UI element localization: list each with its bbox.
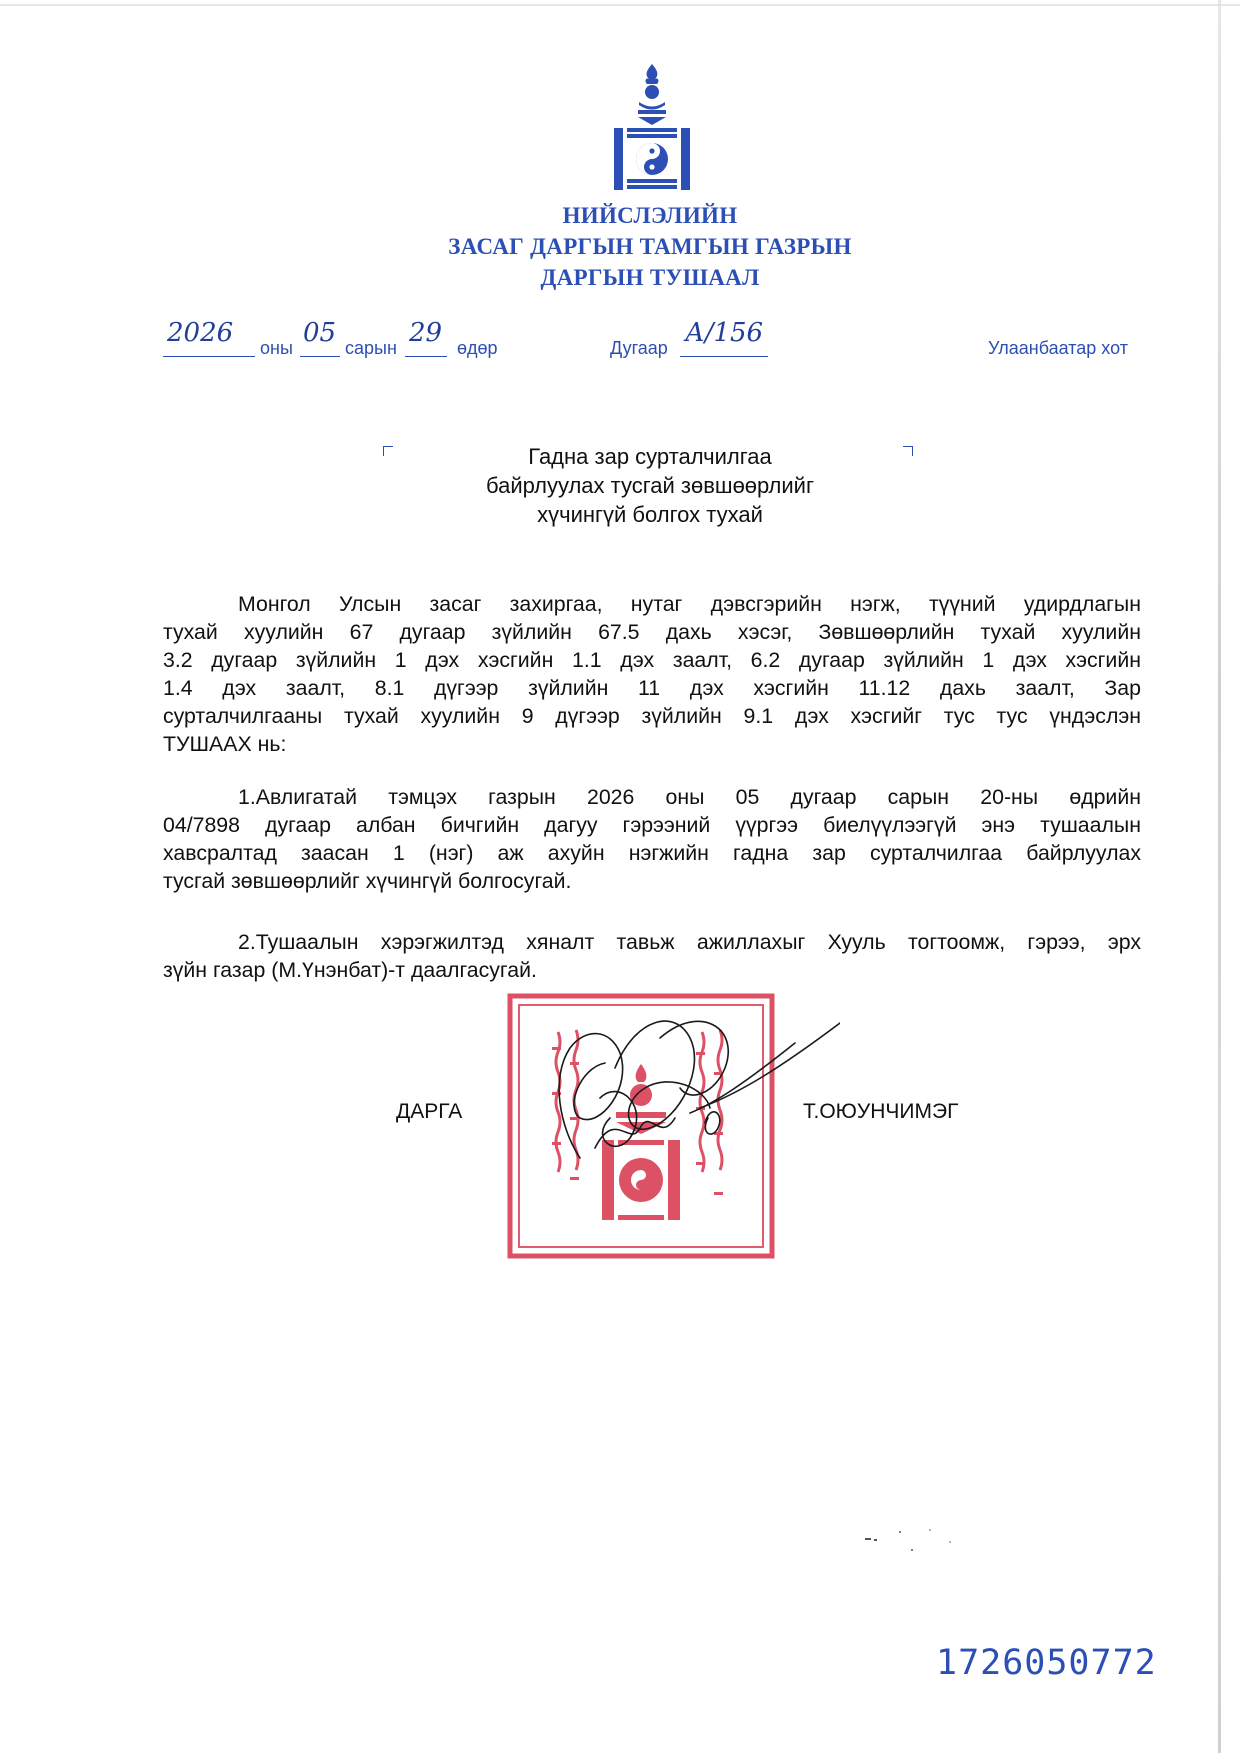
document-subject bbox=[400, 442, 900, 529]
document-meta-row bbox=[0, 318, 1240, 366]
header-line-1: НИЙСЛЭЛИЙН bbox=[562, 203, 738, 228]
day-label: өдөр bbox=[457, 338, 498, 358]
body-paragraph-2 bbox=[163, 783, 1141, 895]
number-underline bbox=[680, 356, 768, 357]
body-line: 04/7898 дугаар албан бичгийн дагуу гэрээний үүргээ биелүүлээгүй энэ тушаалын bbox=[163, 813, 1141, 838]
body-line: сурталчилгааны тухай хуулийн 9 дүгээр зүйлийн 9.1 дэх хэсгийг тус тус үндэслэн bbox=[163, 704, 1141, 729]
subject-line-1: Гадна зар сурталчилгаа bbox=[528, 444, 772, 469]
signatory-position: ДАРГА bbox=[396, 1100, 463, 1123]
body-line: 1.4 дэх заалт, 8.1 дүгээр зүйлийн 11 дэх хэсгийн 11.12 дахь заалт, Зар bbox=[163, 676, 1141, 701]
number-label: Дугаар bbox=[610, 338, 668, 358]
body-line: 1.Авлигатай тэмцэх газрын 2026 оны 05 дугаар сарын 20-ны өдрийн bbox=[238, 785, 1141, 809]
body-line: ТУШААХ нь: bbox=[163, 732, 287, 757]
body-line: Монгол Улсын засаг захиргаа, нутаг дэвсгэрийн нэгж, түүний удирдлагын bbox=[238, 592, 1141, 616]
soyombo-emblem-icon bbox=[612, 62, 692, 192]
city-label: Улаанбаатар хот bbox=[988, 338, 1128, 358]
month-label: сарын bbox=[345, 338, 397, 358]
day-underline bbox=[405, 356, 447, 357]
year-handwritten: 2026 bbox=[167, 318, 234, 348]
body-paragraph-3 bbox=[163, 928, 1141, 984]
body-paragraph-1 bbox=[163, 590, 1141, 759]
year-label: оны bbox=[260, 338, 293, 358]
body-line: хавсралтад заасан 1 (нэг) аж ахуйн нэгжийн гадна зар сурталчилгаа байрлуулах bbox=[163, 841, 1141, 866]
body-line: тухай хуулийн 67 дугаар зүйлийн 67.5 дахь хэсэг, Зөвшөөрлийн тухай хуулийн bbox=[163, 620, 1141, 645]
body-line: 2.Тушаалын хэрэгжилтэд хяналт тавьж ажиллахыг Хууль тогтоомж, гэрээ, эрх bbox=[238, 930, 1141, 954]
registration-number: 1726050772 bbox=[936, 1643, 1157, 1683]
scan-edge-right bbox=[1218, 0, 1221, 1753]
scan-artifact bbox=[860, 1520, 980, 1560]
subject-line-3: хүчингүй болгох тухай bbox=[537, 502, 763, 527]
body-line: зүйн газар (М.Үнэнбат)-т даалгасугай. bbox=[163, 958, 537, 983]
subject-line-2: байрлуулах тусгай зөвшөөрлийг bbox=[486, 473, 814, 498]
document-header bbox=[300, 200, 1000, 293]
scan-edge-top bbox=[0, 4, 1240, 6]
signatory-name: Т.ОЮУНЧИМЭГ bbox=[803, 1100, 959, 1123]
handwritten-signature bbox=[540, 1008, 840, 1188]
year-underline bbox=[163, 356, 255, 357]
body-line: тусгай зөвшөөрлийг хүчингүй болгосугай. bbox=[163, 869, 572, 894]
number-handwritten: А/156 bbox=[685, 318, 764, 348]
header-line-2: ЗАСАГ ДАРГЫН ТАМГЫН ГАЗРЫН bbox=[448, 234, 852, 259]
month-underline bbox=[300, 356, 340, 357]
body-line: 3.2 дугаар зүйлийн 1 дэх хэсгийн 1.1 дэх заалт, 6.2 дугаар зүйлийн 1 дэх хэсгийн bbox=[163, 648, 1141, 673]
day-handwritten: 29 bbox=[409, 318, 443, 348]
header-line-3: ДАРГЫН ТУШААЛ bbox=[540, 265, 760, 290]
subject-corner-left bbox=[383, 446, 393, 456]
month-handwritten: 05 bbox=[303, 318, 337, 348]
subject-corner-right bbox=[903, 446, 913, 456]
